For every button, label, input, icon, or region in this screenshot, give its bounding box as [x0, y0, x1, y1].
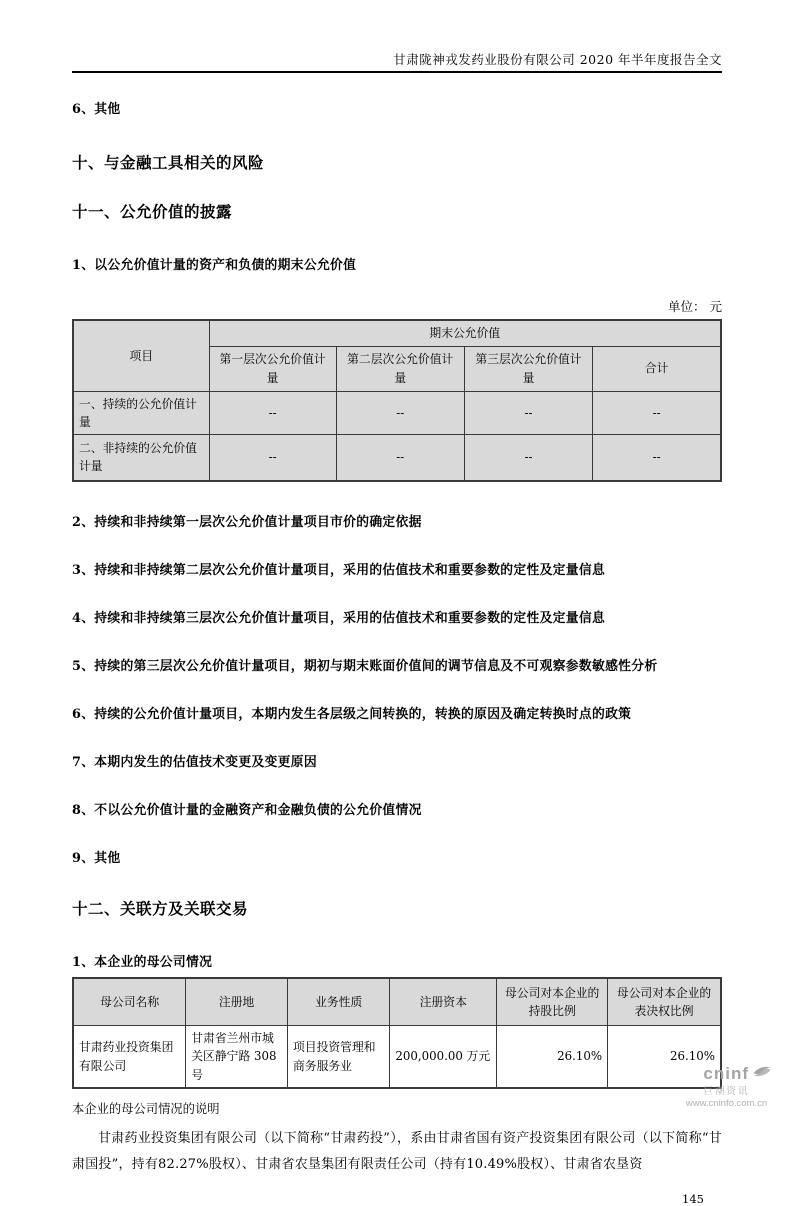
pc-col-business: 业务性质 — [287, 978, 389, 1026]
section-heading-12: 十二、关联方及关联交易 — [72, 898, 249, 918]
pc-col-name: 母公司名称 — [73, 978, 186, 1026]
pc-cell-name: 甘肃药业投资集团有限公司 — [73, 1026, 186, 1088]
cninfo-swirl-icon — [751, 1062, 773, 1086]
heading-11-4: 4、持续和非持续第三层次公允价值计量项目，采用的估值技术和重要参数的定性及定量信息 — [72, 610, 606, 626]
heading-11-8: 8、不以公允价值计量的金融资产和金融负债的公允价值情况 — [72, 802, 422, 818]
heading-11-1: 1、以公允价值计量的资产和负债的期末公允价值 — [72, 258, 357, 274]
fv-cell: -- — [336, 435, 464, 481]
pc-cell-shareholding: 26.10% — [497, 1026, 608, 1088]
fv-table-col-level3: 第三层次公允价值计量 — [464, 346, 592, 391]
pc-col-location: 注册地 — [186, 978, 288, 1026]
pc-cell-capital: 200,000.00 万元 — [390, 1026, 497, 1088]
cninfo-logo — [674, 1062, 779, 1110]
fv-cell: -- — [209, 391, 336, 435]
fv-cell: -- — [464, 391, 592, 435]
page-number: 145 — [682, 1191, 704, 1206]
table-row — [73, 435, 721, 481]
heading-12-1: 1、本企业的母公司情况 — [72, 954, 213, 970]
cninfo-chinese-name: 巨潮资讯 — [703, 1086, 750, 1098]
fv-cell: -- — [593, 435, 721, 481]
fv-table-col-level1: 第一层次公允价值计量 — [209, 346, 336, 391]
table-row — [73, 391, 721, 435]
header-rule — [72, 71, 722, 73]
fv-row-label: 二、非持续的公允价值计量 — [73, 435, 209, 481]
cninfo-url: www.cninfo.com.cn — [685, 1098, 768, 1110]
section-heading-10: 十、与金融工具相关的风险 — [72, 153, 265, 173]
pc-col-voting: 母公司对本企业的表决权比例 — [608, 978, 721, 1026]
table-row — [73, 1026, 721, 1088]
unit-label: 单位： 元 — [668, 299, 722, 315]
heading-11-9-other: 9、其他 — [72, 850, 121, 866]
body-paragraph: 甘肃药业投资集团有限公司（以下简称“甘肃药投”），系由甘肃省国有资产投资集团有限公司（以下简称“甘肃国投”，持有82.27%股权）、甘肃省农垦集团有限责任公司（持有10.49%股权）、甘肃省农垦资 — [72, 1130, 722, 1172]
fv-cell: -- — [464, 435, 592, 481]
pc-col-capital: 注册资本 — [390, 978, 497, 1026]
fv-table-group-header: 期末公允价值 — [209, 320, 721, 346]
fair-value-table — [72, 319, 722, 481]
heading-11-2: 2、持续和非持续第一层次公允价值计量项目市价的确定依据 — [72, 514, 422, 530]
fv-row-label: 一、持续的公允价值计量 — [73, 391, 209, 435]
heading-11-7: 7、本期内发生的估值技术变更及变更原因 — [72, 754, 317, 770]
pc-cell-voting: 26.10% — [608, 1026, 721, 1088]
pc-col-shareholding: 母公司对本企业的持股比例 — [497, 978, 608, 1026]
pc-cell-business: 项目投资管理和商务服务业 — [287, 1026, 389, 1088]
heading-11-3: 3、持续和非持续第二层次公允价值计量项目，采用的估值技术和重要参数的定性及定量信息 — [72, 562, 606, 578]
cninfo-brand-text: cninf — [703, 1064, 749, 1084]
report-header-title: 甘肃陇神戎发药业股份有限公司 2020 年半年度报告全文 — [393, 52, 722, 67]
parent-company-note-label: 本企业的母公司情况的说明 — [72, 1101, 220, 1116]
fv-table-col-total: 合计 — [593, 346, 721, 391]
heading-11-6: 6、持续的公允价值计量项目，本期内发生各层级之间转换的，转换的原因及确定转换时点的政策 — [72, 706, 632, 722]
fv-table-corner-header: 项目 — [73, 320, 209, 391]
fv-cell: -- — [209, 435, 336, 481]
section-heading-11: 十一、公允价值的披露 — [72, 202, 233, 222]
fv-cell: -- — [336, 391, 464, 435]
heading-item-6-other: 6、其他 — [72, 102, 121, 118]
pc-cell-location: 甘肃省兰州市城关区静宁路 308 号 — [186, 1026, 288, 1088]
fv-table-col-level2: 第二层次公允价值计量 — [336, 346, 464, 391]
parent-company-table — [72, 977, 722, 1089]
fv-cell: -- — [593, 391, 721, 435]
heading-11-5: 5、持续的第三层次公允价值计量项目，期初与期末账面价值间的调节信息及不可观察参数敏感性分析 — [72, 658, 658, 674]
